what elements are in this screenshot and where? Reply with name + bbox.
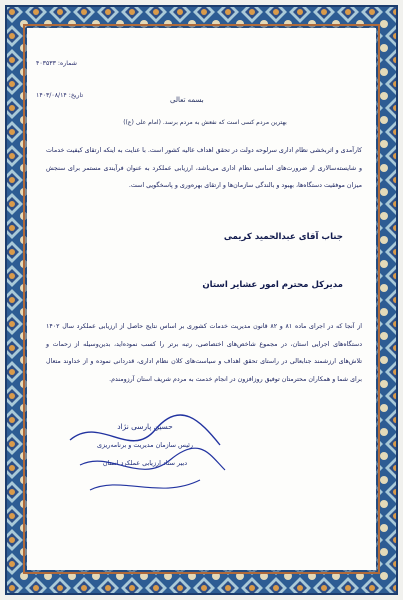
hadith-quote: بهترین مردم کسی است که نفعش به مردم برسد. (امام علی (ع)) bbox=[123, 119, 287, 126]
body-paragraph: از آنجا که در اجرای ماده ۸۱ و ۸۲ قانون مدیریت خدمات کشوری بر اساس نتایج حاصل از ارزیابی عملکرد سال ۱۴۰۲ دستگاه‌های اجرایی استان، در مجموع شاخص‌های اختصاصی، رتبه برتر را کسب نموده‌اید، بدین‌وسیله از زحمات و تلاش‌های ارزشمند جنابعالی در راستای تحقق اهداف و سیاست‌های کلان نظام اداری، قدردانی نموده و از خداوند متعال برای شما و همکاران محترمتان توفیق روزافزون در انجام خدمت به مردم شریف استان آرزومندم. bbox=[46, 323, 362, 383]
intro-paragraph: کارآمدی و اثربخشی نظام اداری سرلوحه دولت در تحقق اهداف عالیه کشور است. با عنایت به اینکه ارتقای کیفیت خدمات و شایسته‌سالاری از ضرورت‌های اساسی نظام اداری می‌باشد، ارزیابی عملکرد به عنوان فرآیندی مستمر برای سنجش میزان موفقیت دستگاه‌ها، بهبود و بالندگی سازمان‌ها و ارتقای بهره‌وری و پاسخگویی است. bbox=[46, 147, 362, 190]
signer-name: حسین پارسی نژاد bbox=[117, 422, 173, 431]
basmala: بسمه تعالی bbox=[170, 96, 204, 104]
addressee-name: جناب آقای عبدالحمید کریمی bbox=[223, 232, 343, 242]
addressee-title: مدیرکل محترم امور عشایر استان bbox=[202, 280, 343, 290]
letter-number: شماره: ۴۰۳۵۳۳ bbox=[36, 60, 77, 67]
letter-date: تاریخ: ۱۴۰۳/۰۸/۱۴ bbox=[36, 92, 84, 99]
signature-block bbox=[70, 418, 220, 472]
signer-title-secondary: دبیر ستاد ارزیابی عملکرد استان bbox=[102, 459, 188, 467]
signer-title-primary: رئیس سازمان مدیریت و برنامه‌ریزی bbox=[96, 441, 193, 449]
letter-paper bbox=[27, 28, 376, 570]
